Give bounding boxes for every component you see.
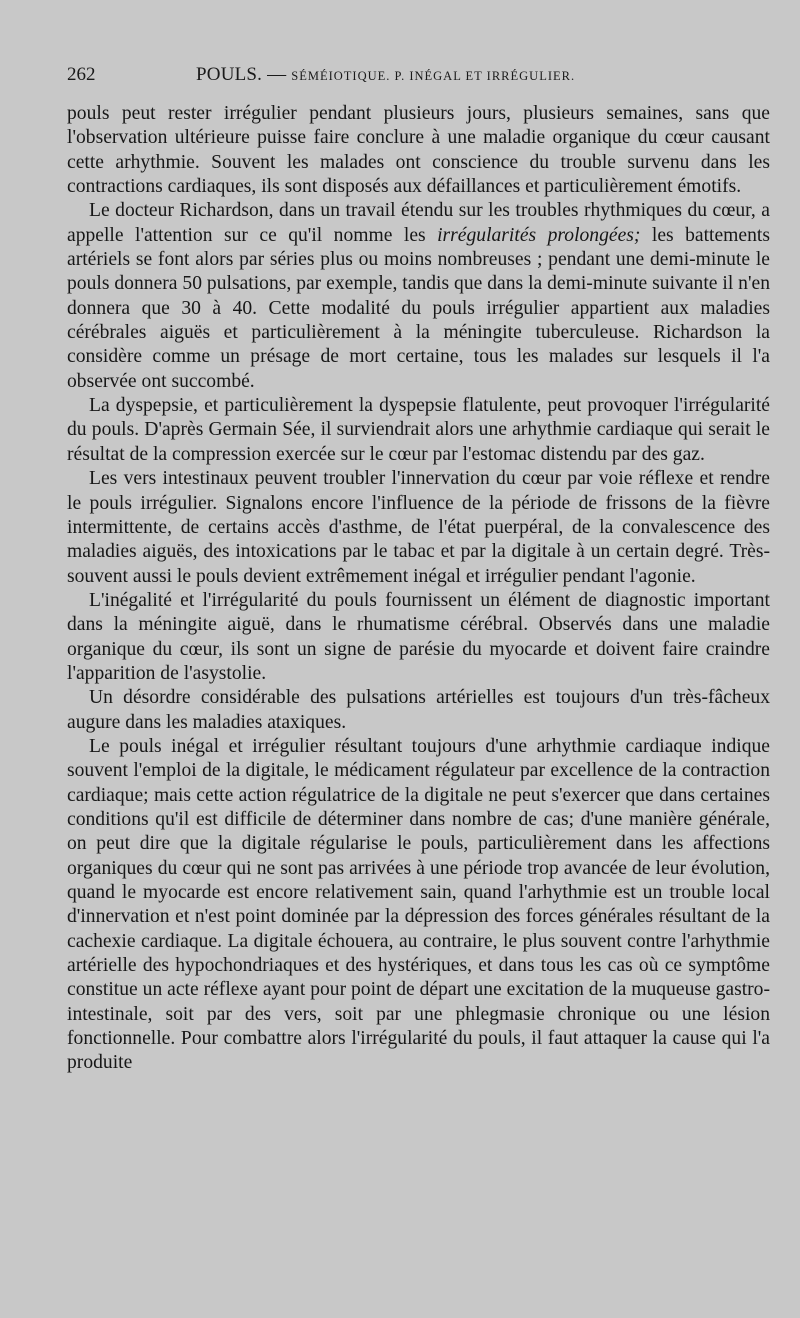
paragraph-2-rest: les battements artériels se font alors par séries plus ou moins nombreuses ; pendant une demi-minute le pouls donnera 50 pulsations, par exemple, tandis que dans la demi-minute suivante il n'en donnera que 30 à 40. Cette modalité du pouls irrégulier appartient aux maladies cérébrales aiguës et particulièrement à la méningite tuberculeuse. Richardson la considère comme un présage de mort certaine, tous les malades sur lesquels il l'a observée ont succombé. — [67, 224, 770, 392]
paragraph-4: Les vers intestinaux peuvent troubler l'innervation du cœur par voie réflexe et rendre le pouls irrégulier. Signalons encore l'influence de la période de frissons de la fièvre intermittente, de certains accès d'asthme, de l'état puerpéral, de la convalescence des maladies aiguës, des intoxications par le tabac et par la digitale à un certain degré. Très-souvent aussi le pouls devient extrêmement inégal et irrégulier pendant l'agonie. — [67, 468, 770, 587]
running-head-title: POULS. — [196, 64, 263, 85]
running-head-dash: — — [262, 64, 292, 85]
paragraph-2-lead: Le docteur Richardson, dans un travail étendu sur les troubles rhythmiques du cœur, a appelle l'attention sur ce qu'il nomme les — [67, 200, 770, 246]
paragraph-7: Le pouls inégal et irrégulier résultant toujours d'une arhythmie cardiaque indique souvent l'emploi de la digitale, le médicament régulateur par excellence de la contraction cardiaque; mais cette action régulatrice de la digitale ne peut s'exercer que dans certaines conditions qu'il est difficile de déterminer dans nombre de cas; d'une manière générale, on peut dire que la digitale régularise le pouls, particulièrement dans les affections organiques du cœur qui ne sont pas arrivées à une période trop avancée de leur évolution, quand le myocarde est encore relativement sain, quand l'arhythmie est un trouble local d'innervation et n'est point dominée par la dépression des forces générales résultant de la cachexie cardiaque. La digitale échouera, au contraire, le plus souvent contre l'arhythmie artérielle des hypochondriaques et des hystériques, et dans tous les cas où ce symptôme constitue un acte réflexe ayant pour point de départ une excitation de la muqueuse gastro-intestinale, soit par des vers, soit par une phlegmasie chronique ou une lésion fonctionnelle. Pour combattre alors l'irrégularité du pouls, il faut attaquer la cause qui l'a produite — [67, 735, 770, 1074]
running-header — [67, 64, 770, 102]
body-text — [67, 102, 770, 1076]
paragraph-6: Un désordre considérable des pulsations artérielles est toujours d'un très-fâcheux augure dans les maladies ataxiques. — [67, 687, 770, 733]
running-head — [196, 64, 575, 86]
running-head-subtitle: SÉMÉIOTIQUE. P. INÉGAL ET IRRÉGULIER. — [291, 69, 576, 83]
paragraph-1: pouls peut rester irrégulier pendant plusieurs jours, plusieurs semaines, sans que l'observation ultérieure puisse faire conclure à une maladie organique du cœur causant cette arhythmie. Souvent les malades ont conscience du trouble survenu dans les contractions cardiaques, ils sont disposés aux défaillances et particulièrement émotifs. — [67, 103, 770, 198]
page-number: 262 — [67, 64, 96, 85]
paragraph-2 — [67, 199, 770, 394]
paragraph-5: L'inégalité et l'irrégularité du pouls fournissent un élément de diagnostic important dans la méningite aiguë, dans le rhumatisme cérébral. Observés dans une maladie organique du cœur, ils sont un signe de parésie du myocarde et doivent faire craindre l'apparition de l'asystolie. — [67, 589, 770, 684]
paragraph-3: La dyspepsie, et particulièrement la dyspepsie flatulente, peut provoquer l'irrégularité du pouls. D'après Germain Sée, il surviendrait alors une arhythmie cardiaque qui serait le résultat de la compression exercée sur le cœur par l'estomac distendu par des gaz. — [67, 395, 770, 465]
paragraph-2-emphasis: irrégularités prolongées; — [437, 224, 641, 246]
